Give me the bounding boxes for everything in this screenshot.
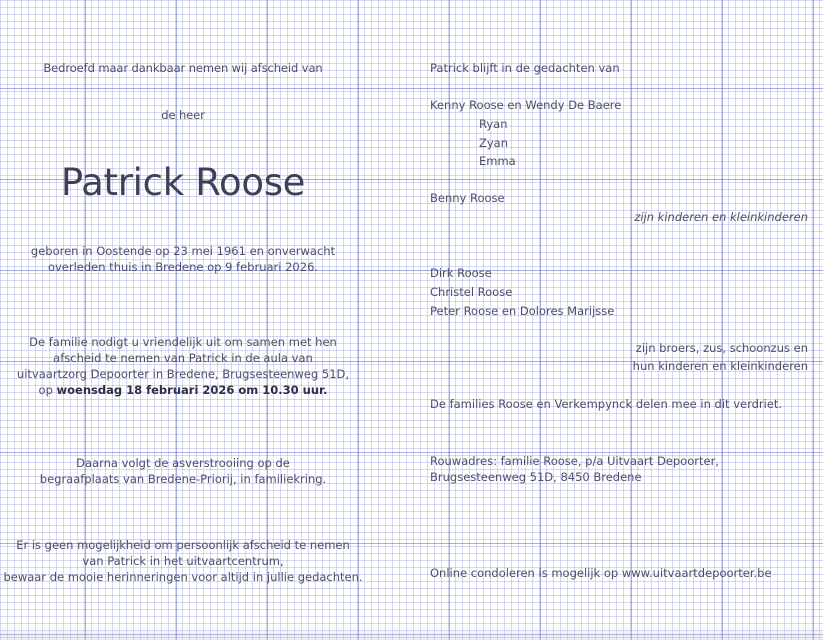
child-name: Benny Roose (430, 191, 505, 205)
children-caption: zijn kinderen en kleinkinderen (634, 210, 808, 224)
right-page (430, 0, 808, 640)
invitation-line: afscheid te nemen van Patrick in de aula van (53, 351, 313, 365)
intro-text: Bedroefd maar dankbaar nemen wij afscheid van (43, 61, 323, 75)
online-condolence-notice: Online condoleren is mogelijk op www.uitvaartdepoorter.be (430, 566, 772, 580)
honorific-text: de heer (161, 108, 205, 122)
ceremony-date: woensdag 18 februari 2026 om 10.30 uur. (56, 383, 328, 397)
mourning-address: Brugsesteenweg 51D, 8450 Bredene (430, 470, 642, 484)
ash-line: begraafplaats van Bredene-Priorij, in familiekring. (39, 472, 327, 486)
deceased-name: Patrick Roose (60, 161, 306, 204)
sibling-name: Christel Roose (430, 285, 513, 299)
grandchild-name: Emma (479, 154, 516, 168)
invitation-line: uitvaartzorg Depoorter in Bredene, Brugsesteenweg 51D, (16, 367, 350, 381)
farewell-notice (0, 537, 366, 585)
page-bottom-edge (0, 624, 823, 640)
ash-scattering-notice (0, 455, 366, 487)
child-name: Kenny Roose en Wendy De Baere (430, 98, 622, 112)
farewell-line: Er is geen mogelijkheid om persoonlijk afscheid te nemen (16, 538, 350, 552)
invitation-block (0, 334, 366, 398)
memory-heading: Patrick blijft in de gedachten van (430, 61, 620, 75)
sibling-name: Peter Roose en Dolores Marijsse (430, 304, 615, 318)
birth-death-notice (0, 243, 366, 275)
grandchild-name: Ryan (479, 117, 508, 131)
grandchild-name: Zyan (479, 136, 509, 150)
families-notice: De families Roose en Verkempynck delen mee in dit verdriet. (430, 397, 783, 411)
invitation-line: De familie nodigt u vriendelijk uit om samen met hen (29, 335, 337, 349)
farewell-line: bewaar de mooie herinneringen voor altijd in jullie gedachten. (3, 570, 363, 584)
birth-line: geboren in Oostende op 23 mei 1961 en onverwacht (30, 244, 336, 258)
mourning-address: Rouwadres: familie Roose, p/a Uitvaart Depoorter, (430, 454, 719, 468)
ash-line: Daarna volgt de asverstrooiing op de (76, 456, 290, 470)
death-line: overleden thuis in Bredene op 9 februari 2026. (47, 260, 319, 274)
siblings-caption: zijn broers, zus, schoonzus en (635, 341, 808, 355)
invitation-date-line (0, 382, 366, 398)
left-page (0, 0, 366, 640)
farewell-line: van Patrick in het uitvaartcentrum, (82, 554, 284, 568)
sibling-name: Dirk Roose (430, 266, 492, 280)
siblings-caption: hun kinderen en kleinkinderen (632, 359, 808, 373)
invitation-date-prefix: op (38, 383, 53, 397)
